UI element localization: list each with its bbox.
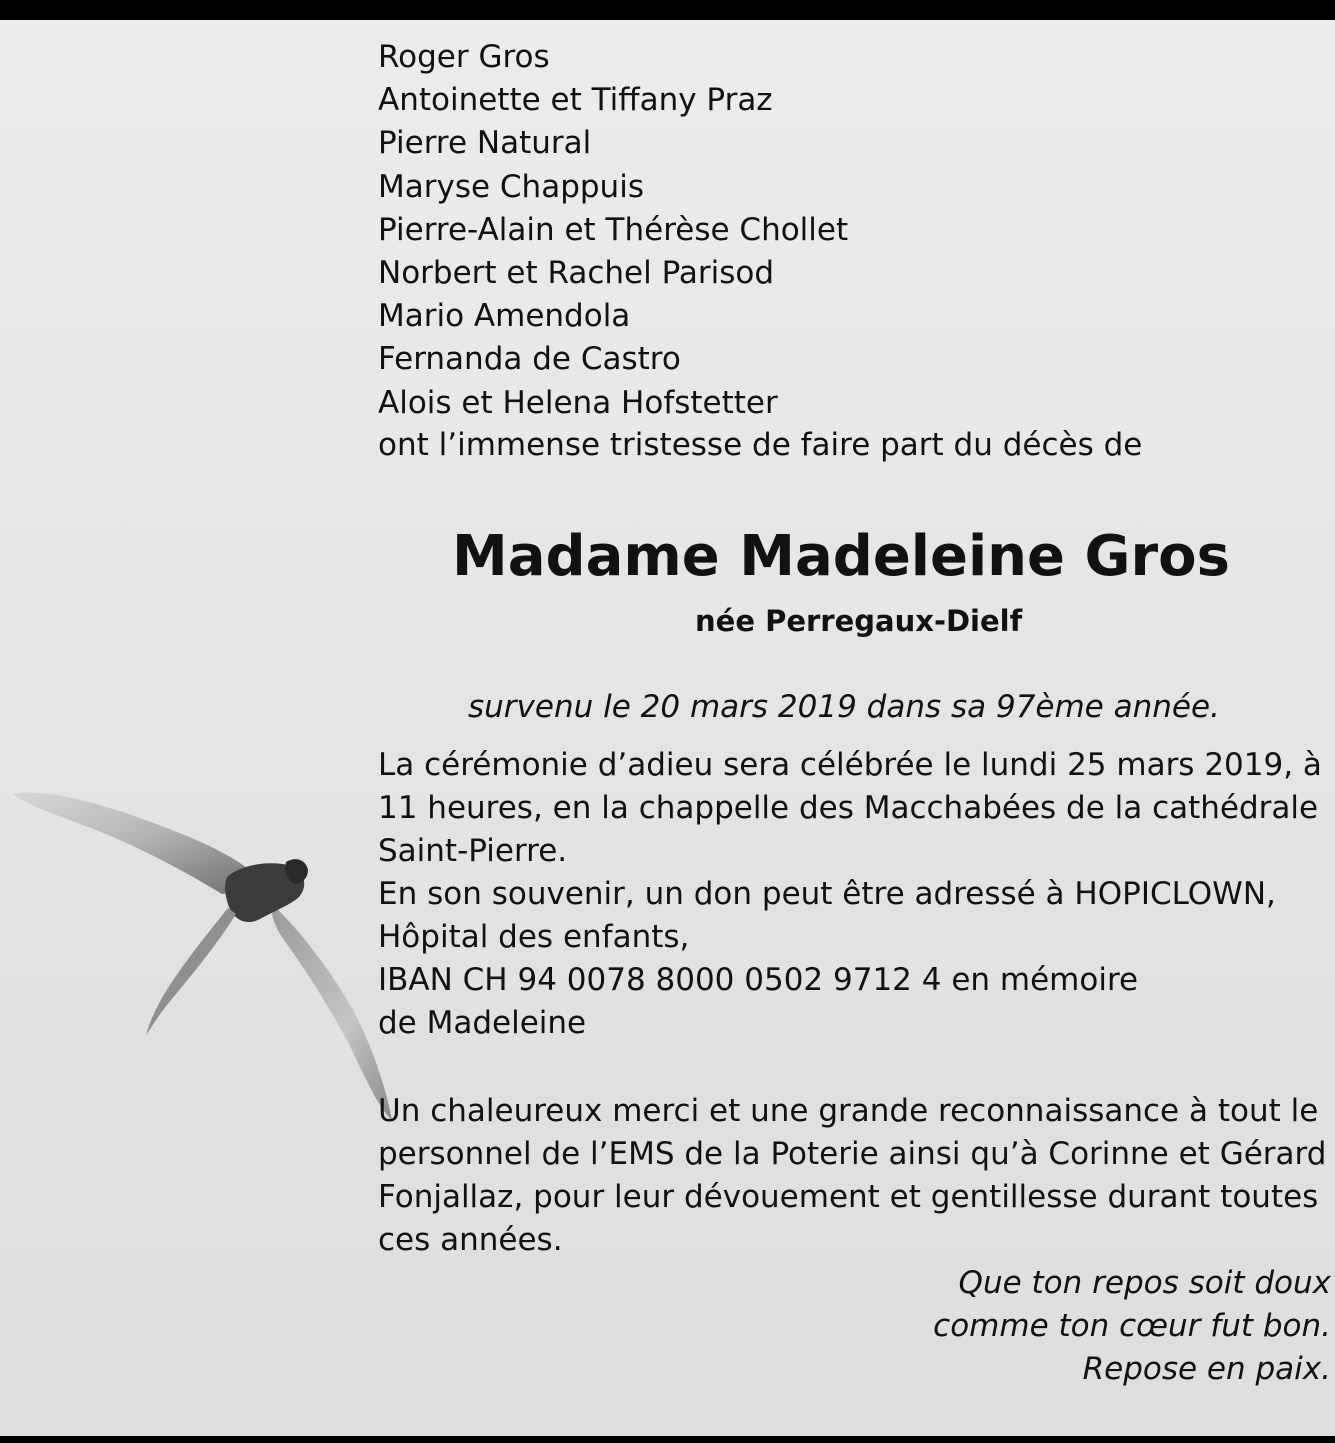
announcer-list [378,36,848,425]
closing-verse [933,1262,1331,1391]
announcer-name: Pierre-Alain et Thérèse Chollet [378,211,849,248]
announcer-name: Roger Gros [378,39,550,75]
death-date-line: survenu le 20 mars 2019 dans sa 97ème année. [468,689,1220,725]
bottom-border [0,1436,1335,1443]
thanks-line: Un chaleureux merci et une grande reconnaissance à tout le [378,1093,1319,1129]
ceremony-line: Saint-Pierre. [378,833,568,869]
ceremony-line: La cérémonie d’adieu sera célébrée le lundi 25 mars 2019, à [378,747,1322,783]
bird-icon [0,780,420,1140]
verse-line: Que ton repos soit doux [958,1265,1331,1301]
thanks-line: Fonjallaz, pour leur dévouement et gentillesse durant toutes [378,1179,1319,1215]
thanks-paragraph [378,1090,1327,1262]
top-border [0,0,1335,20]
thanks-line: ces années. [378,1222,563,1258]
deceased-name: Madame Madeleine Gros [452,524,1230,589]
announcement-intro: ont l’immense tristesse de faire part du décès de [378,427,1143,463]
announcer-name: Maryse Chappuis [378,168,644,205]
ceremony-paragraph [378,744,1322,1045]
verse-line: comme ton cœur fut bon. [933,1308,1331,1344]
announcer-name: Pierre Natural [378,125,592,162]
iban-line: IBAN CH 94 0078 8000 0502 9712 4 en mémoire [378,962,1139,998]
maiden-name: née Perregaux-Dielf [695,604,1023,638]
thanks-line: personnel de l’EMS de la Poterie ainsi qu’à Corinne et Gérard [378,1136,1327,1172]
announcer-name: Norbert et Rachel Parisod [378,255,775,292]
donation-line: Hôpital des enfants, [378,919,690,955]
announcer-name: Fernanda de Castro [378,341,681,378]
announcer-name: Mario Amendola [378,298,631,335]
donation-line: En son souvenir, un don peut être adressé à HOPICLOWN, [378,876,1276,912]
announcer-name: Antoinette et Tiffany Praz [378,82,773,119]
verse-line: Repose en paix. [1082,1351,1331,1387]
ceremony-line: 11 heures, en la chappelle des Macchabées de la cathédrale [378,790,1319,826]
announcer-name: Alois et Helena Hofstetter [378,384,778,421]
donation-line: de Madeleine [378,1005,587,1041]
